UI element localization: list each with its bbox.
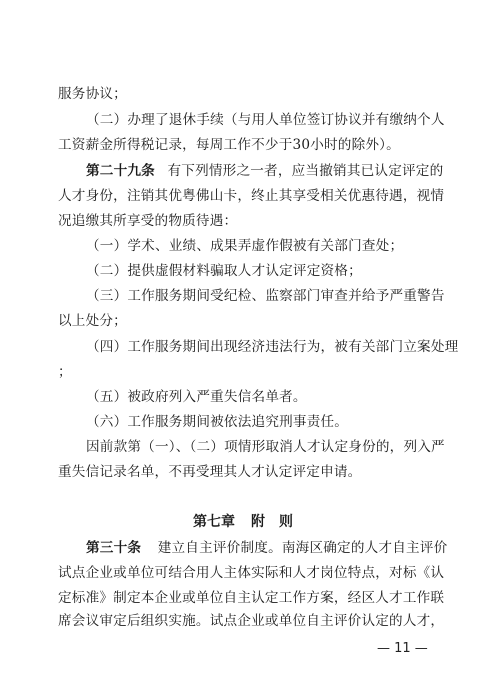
text-line: 试点企业或单位可结合用人主体实际和人才岗位特点，对标《认 (58, 565, 445, 581)
chapter-title: 附 则 (251, 514, 293, 530)
text-line: 况追缴其所享受的物质待遇： (58, 213, 238, 229)
text-line: 服务协议； (58, 86, 127, 102)
list-item: （四）工作服务期间出现经济违法行为，被有关部门立案处理 (86, 339, 459, 355)
text-line: ； (58, 364, 72, 380)
article-30-text: 建立自主评价制度。南海区确定的人才自主评价 (157, 540, 448, 556)
text-line: 定标准》制定本企业或单位自主认定工作方案，经区人才工作联 (58, 590, 445, 606)
page-number: — 11 — (377, 641, 428, 656)
text-line: 因前款第（一）、（二）项情形取消人才认定身份的，列入严 (86, 439, 445, 455)
text-line: 席会议审定后组织实施。试点企业或单位自主评价认定的人才， (58, 613, 445, 629)
text-line: （二）办理了退休手续（与用人单位签订协议并有缴纳个人 (86, 112, 445, 128)
text-line: 人才身份，注销其优粤佛山卡，终止其享受相关优惠待遇，视情 (58, 188, 445, 204)
chapter-heading (0, 512, 486, 532)
article-29-text: 有下列情形之一者，应当撤销其已认定评定的 (167, 163, 444, 179)
list-item: （三）工作服务期间受纪检、监察部门审查并给予严重警告 (86, 288, 445, 304)
list-item: （五）被政府列入严重失信名单者。 (86, 389, 307, 405)
text-line: 以上处分； (58, 313, 127, 329)
list-item: （一）学术、业绩、成果弄虚作假被有关部门查处； (86, 238, 404, 254)
list-item: （六）工作服务期间被依法追究刑事责任。 (86, 414, 349, 430)
list-item: （二）提供虚假材料骗取人才认定评定资格； (86, 263, 362, 279)
text-line: 重失信记录名单，不再受理其人才认定评定申请。 (58, 464, 362, 480)
chapter-number: 第七章 (193, 514, 235, 530)
text-line: 工资薪金所得税记录，每周工作不少于30小时的除外）。 (58, 137, 400, 153)
article-30-line (86, 538, 448, 558)
article-29-label: 第二十九条 (86, 163, 155, 179)
article-30-label: 第三十条 (86, 540, 142, 556)
article-29-line (86, 161, 444, 181)
